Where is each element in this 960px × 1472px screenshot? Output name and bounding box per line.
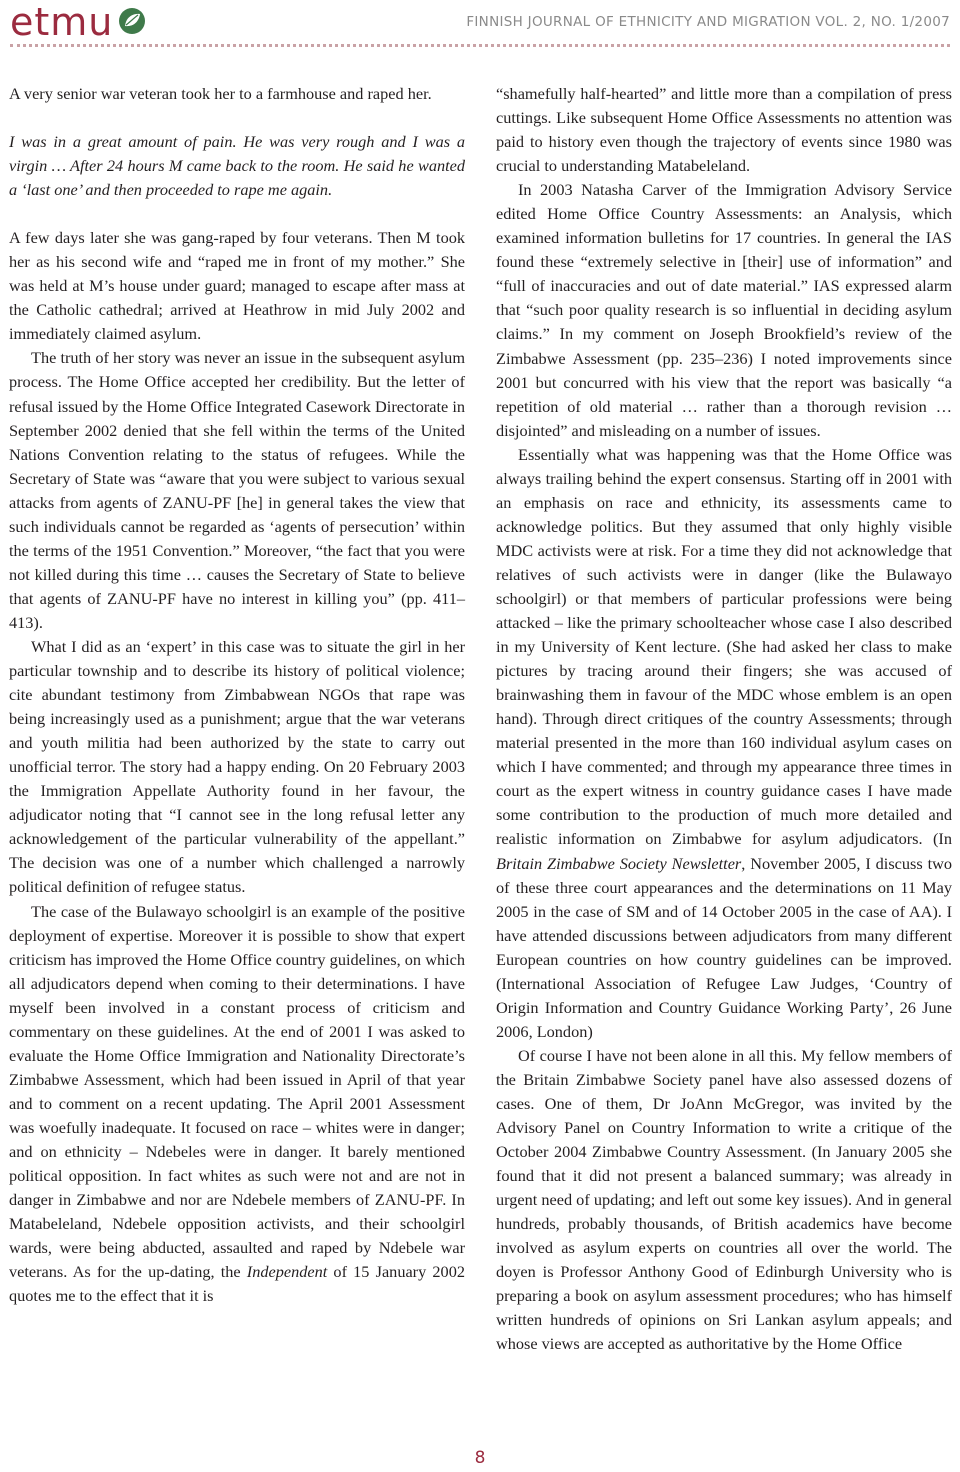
- italic-newsletter: Britain Zimbabwe Society Newsletter: [496, 853, 742, 873]
- italic-independent: Independent: [246, 1262, 328, 1282]
- italic-testimony: I was in a great amount of pain. He was very rough and I was a virgin … After 24 hours M came back to the room. He said he wanted a ‘last one’ and then proceeded to rape me again.: [9, 132, 465, 200]
- left-column: [9, 82, 465, 1308]
- journal-logo: etmu: [10, 0, 114, 44]
- journal-title: FINNISH JOURNAL OF ETHNICITY AND MIGRATION VOL. 2, NO. 1/2007: [466, 14, 950, 30]
- leaf-circle-icon: [118, 7, 146, 35]
- paragraph-not-alone: Of course I have not been alone in all this. My fellow members of the Britain Zimbabwe Society panel have also assessed dozens of cases. One of them, Dr JoAnn McGregor, was invited by the Advisory Panel on Country Information to write a critique of the October 2004 Zimbabwe Country Assessment. (In January 2005 she found that it did not present a balanced summary; was already in urgent need of updating; and left out some key issues). And in general hundreds, probably thousands, of British academics have become involved as asylum experts on countries all over the world. The doyen is Professor Anthony Good of Edinburgh University who is preparing a book on asylum assessment procedures; who has himself written hundreds of opinions on Sri Lankan asylum appeals; and whose views are accepted as authoritative by the Home Office: [496, 1045, 952, 1354]
- page-header: [0, 0, 960, 52]
- paragraph-asylum-process: The truth of her story was never an issue in the subsequent asylum process. The Home Office accepted her credibility. But the letter of refusal issued by the Home Office Integrated Casework Directorate in September 2002 denied that she fell within the terms of the United Nations Convention relating to the status of refugees. While the Secretary of State was “aware that you were subject to various sexual attacks from agents of ZANU-PF [he] in general takes the view that such individuals cannot be regarded as ‘agents of persecution’ within the terms of the 1951 Convention.” Moreover, “the fact that you were not killed during this time … causes the Secretary of State to believe that agents of ZANU-PF have no interest in killing you” (pp. 411–413).: [9, 348, 465, 632]
- paragraph-gang-rape: A few days later she was gang-raped by four veterans. Then M took her as his second wife and “raped me in front of my mother.” She was held at M’s house under guard; managed to escape after mass at the Catholic cathedral; arrived at Heathrow in mid July 2002 and immediately claimed asylum.: [9, 228, 465, 344]
- quote-intro: A very senior war veteran took her to a farmhouse and raped her.: [9, 84, 432, 103]
- paragraph-bulawayo-case: The case of the Bulawayo schoolgirl is an example of the positive deployment of expertise. Moreover it is possible to show that expert criticism has improved the Home Office country guidelines, on which all adjudicators depend when coming to their determinations. I have myself been involved in a constant process of criticism and commentary on these guidelines. At the end of 2001 I was asked to evaluate the Home Office Immigration and Nationality Directorate’s Zimbabwe Assessment, which had been issued in April of that year and to comment on a recent updating. The April 2001 Assessment was woefully inadequate. It focused on race – whites were in danger; and on ethnicity – Ndebeles were in danger. It barely mentioned political opposition. In fact whites as such were not and are not in danger in Zimbabwe and nor are Ndebele members of ZANU-PF. In Matabeleland, Ndebele opposition activists, and their schoolgirl wards, were being abducted, assaulted and raped by Ndebele war veterans. As for the up-dating, the Independent of 15 January 2002 quotes me to the effect that it is: [9, 901, 465, 1306]
- paragraph-ias-analysis: In 2003 Natasha Carver of the Immigration Advisory Service edited Home Office Country Assessments: an Analysis, which examined information bulletins for 17 countries. In general the IAS found these “extremely selective in [their] use of information” and “full of inaccuracies and out of date material.” IAS expressed alarm that “such poor quality research is so influential in deciding asylum claims.” In my comment on Joseph Brookfield’s review of the Zimbabwe Assessment (pp. 235–236) I noted improvements since 2001 but concurred with his view that the report was basically “a repetition of old material … rather than a thorough revision … disjointed” and misleading on a number of issues.: [496, 180, 952, 440]
- page-number: 8: [474, 1448, 486, 1468]
- header-divider: [10, 44, 950, 47]
- right-column: [496, 82, 952, 1356]
- paragraph-expert-role: What I did as an ‘expert’ in this case was to situate the girl in her particular township and to describe its history of political violence; cite abundant testimony from Zimbabwean NGOs that rape was being increasingly used as a punishment; argue that the war veterans and youth militia had been authorized by the state to carry out unofficial terror. The story had a happy ending. On 20 February 2003 the Immigration Appellate Authority found in her favour, the adjudicator noting that “I cannot see in the long refusal letter any acknowledgement of the particular vulnerability of the appellant.” The decision was one of a number which challenged a narrowly political definition of refugee status.: [9, 636, 465, 897]
- paragraph-trailing-consensus: Essentially what was happening was that the Home Office was always trailing behind the expert consensus. Starting off in 2001 with an emphasis on race and ethnicity, its assessments came to acknowledge politics. But they assumed that only highly visible MDC activists were at risk. For a time they did not acknowledge that relatives of such activists were in danger (like the Bulawayo schoolgirl) or that members of particular professions were being attacked – like the primary schoolteacher whose case I also described in my University of Kent lecture. (She had asked her class to make pictures by tracing around their fingers; she was accused of brainwashing them in favour of the MDC whose emblem is an open hand). Through direct critiques of the country Assessments; through material presented in the more than 160 individual asylum cases on which I have commented; and through my appearance three times in court as the expert witness in country guidance cases I have made some contribution to the production of much more detailed and realistic information on Zimbabwe for asylum adjudicators. (In Britain Zimbabwe Society Newsletter, November 2005, I discuss two of these three court appearances and the determinations on 11 May 2005 in the case of SM and of 14 October 2005 in the case of AA). I have attended discussions between adjudicators from many different European countries on how country guidelines can be improved. (International Association of Refugee Law Judges, ‘Country of Origin Information and Country Guidance Working Party’, 26 June 2006, London): [496, 444, 952, 1041]
- paragraph-half-hearted: “shamefully half-hearted” and little more than a compilation of press cuttings. Like subsequent Home Office Assessments no attention was paid to history even though the trajectory of events since 1980 was crucial to understanding Matabeleland.: [496, 84, 952, 176]
